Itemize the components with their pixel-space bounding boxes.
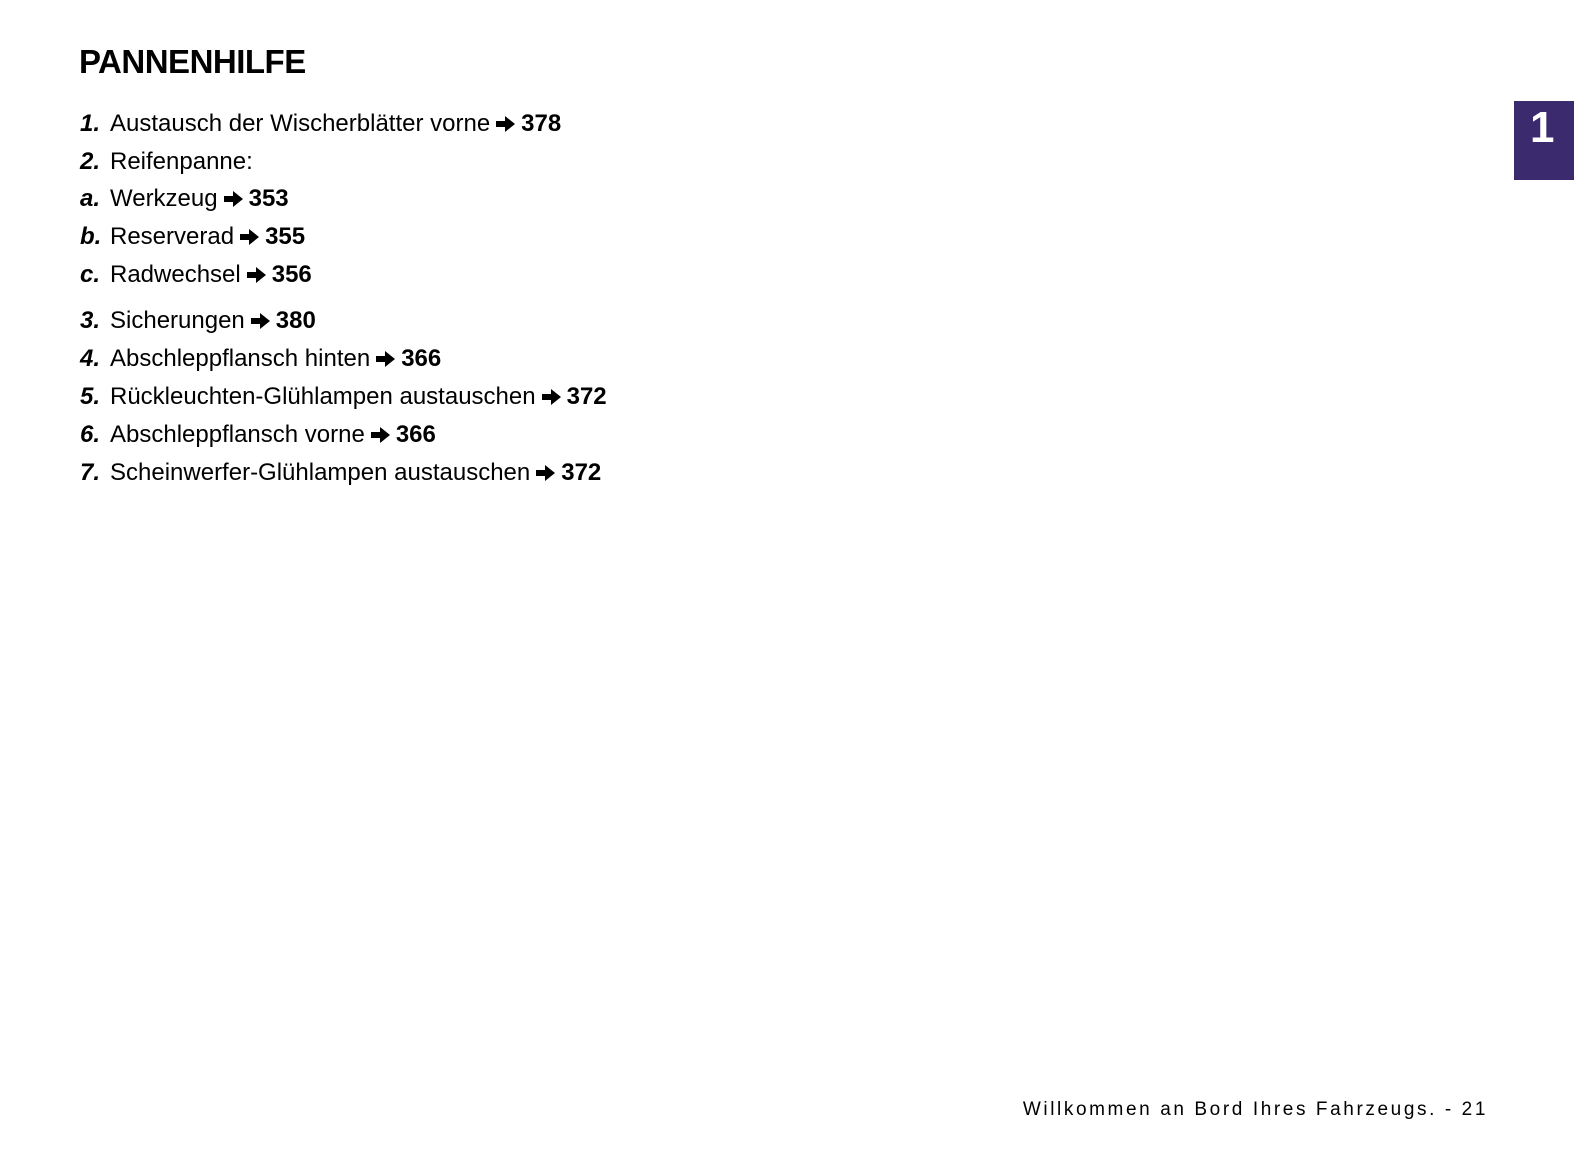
page-reference-link[interactable]: 378 [521, 110, 562, 137]
item-text: Werkzeug [110, 185, 218, 212]
page-reference-link[interactable]: 372 [561, 459, 602, 486]
item-text: Abschleppflansch vorne [110, 421, 365, 448]
item-marker: 7. [80, 459, 101, 486]
item-text: Rückleuchten-Glühlampen austauschen [110, 383, 536, 410]
right-arrow-icon [251, 312, 271, 330]
item-marker: b. [80, 223, 102, 250]
item-marker: 6. [80, 421, 101, 448]
list-item-7 [80, 455, 601, 491]
page-reference-link[interactable]: 356 [271, 261, 312, 288]
page-reference-link[interactable]: 380 [275, 307, 316, 334]
item-text: Sicherungen [110, 307, 245, 334]
item-marker: 5. [80, 383, 101, 410]
page-reference-link[interactable]: 366 [395, 421, 436, 448]
item-marker: c. [80, 261, 101, 288]
list-item-c [80, 257, 312, 293]
item-text: Abschleppflansch hinten [110, 345, 371, 372]
page-reference-link[interactable]: 366 [401, 345, 442, 372]
item-marker: 4. [80, 345, 101, 372]
right-arrow-icon [240, 228, 260, 246]
right-arrow-icon [536, 464, 556, 482]
right-arrow-icon [247, 266, 267, 284]
list-item-4 [80, 341, 441, 377]
right-arrow-icon [371, 426, 391, 444]
right-arrow-icon [376, 350, 396, 368]
list-item-2 [80, 144, 253, 180]
item-text: Radwechsel [110, 261, 241, 288]
page-reference-link[interactable]: 355 [265, 223, 306, 250]
item-marker: 3. [80, 307, 101, 334]
list-item-a [80, 181, 289, 217]
item-list [80, 106, 980, 506]
page-footer: Willkommen an Bord Ihres Fahrzeugs. - 21 [1022, 1099, 1488, 1120]
page-reference-link[interactable]: 353 [248, 185, 289, 212]
list-item-1 [80, 106, 561, 142]
list-item-3 [80, 303, 316, 339]
item-text: Scheinwerfer-Glühlampen austauschen [110, 459, 531, 486]
item-marker: a. [80, 185, 101, 212]
page-reference-link[interactable]: 372 [566, 383, 607, 410]
list-item-6 [80, 417, 436, 453]
page-title: PANNENHILFE [79, 43, 306, 80]
list-item-5 [80, 379, 607, 415]
right-arrow-icon [542, 388, 562, 406]
item-text: Reserverad [110, 223, 235, 250]
item-text: Reifenpanne: [110, 148, 253, 175]
item-text: Austausch der Wischerblätter vorne [110, 110, 491, 137]
chapter-tab[interactable]: 1 [1514, 101, 1574, 180]
list-item-b [80, 219, 305, 255]
item-marker: 1. [80, 110, 101, 137]
right-arrow-icon [496, 115, 516, 133]
item-marker: 2. [80, 148, 101, 175]
right-arrow-icon [224, 190, 244, 208]
